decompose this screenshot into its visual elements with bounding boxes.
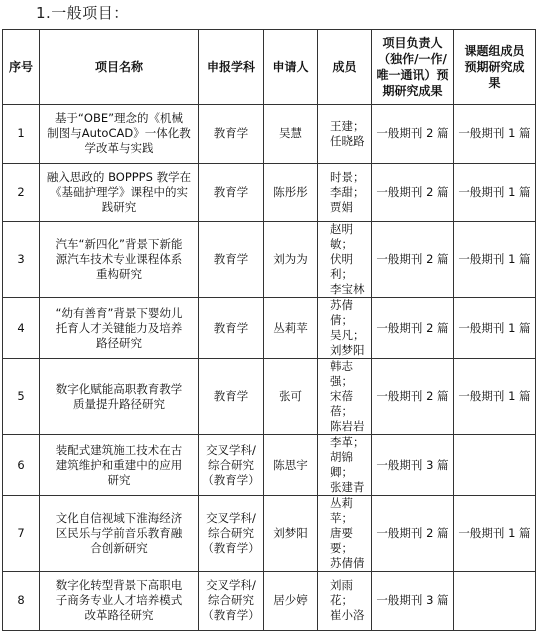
- header-project-name: 项目名称: [40, 30, 199, 105]
- cell-members: [318, 222, 372, 298]
- cell-discipline-text: 交叉学科/ 综合研究 （教育学）: [202, 578, 260, 623]
- cell-seq: [3, 435, 40, 496]
- cell-seq-text: 8: [17, 593, 25, 608]
- table-row: [3, 222, 536, 298]
- cell-member-output: [454, 105, 536, 164]
- header-member-output: 课题组成员 预期研究成 果: [454, 30, 536, 105]
- cell-project-name-text: “幼有善育”背景下婴幼儿 托育人才关键能力及培养 路径研究: [55, 305, 183, 350]
- cell-members-text: 刘雨花； 崔小洛: [330, 578, 365, 623]
- header-applicant: 申请人: [264, 30, 318, 105]
- cell-members-text: 时景； 李甜； 贾娟: [330, 169, 365, 214]
- cell-leader-output-text: 一般期刊 2 篇: [376, 126, 449, 141]
- cell-members-text: 韩志强； 宋蓓蓓； 陈岩岩: [330, 359, 365, 434]
- cell-applicant-text: 丛莉苹: [273, 320, 308, 335]
- cell-member-output: [454, 435, 536, 496]
- header-discipline: 申报学科: [199, 30, 264, 105]
- cell-discipline-text: 交叉学科/ 综合研究 （教育学）: [202, 442, 260, 487]
- cell-applicant: [264, 496, 318, 572]
- cell-member-output-text: 一般期刊 1 篇: [458, 389, 531, 404]
- cell-project-name: [40, 222, 199, 298]
- cell-members: [318, 298, 372, 359]
- cell-discipline-text: 教育学: [213, 320, 249, 335]
- cell-applicant-text: 居少婷: [273, 593, 308, 608]
- cell-leader-output-text: 一般期刊 2 篇: [376, 526, 449, 541]
- cell-members: [318, 163, 372, 222]
- cell-project-name-text: 文化自信视域下淮海经济 区民乐与学前音乐教育融 合创新研究: [55, 511, 183, 556]
- cell-leader-output: [372, 359, 454, 435]
- cell-member-output-text: 一般期刊 1 篇: [458, 184, 531, 199]
- cell-seq: [3, 496, 40, 572]
- cell-members: [318, 359, 372, 435]
- section-title: 1.一般项目：: [36, 4, 129, 22]
- cell-applicant: [264, 105, 318, 164]
- cell-applicant-text: 张可: [279, 389, 302, 404]
- cell-applicant: [264, 298, 318, 359]
- table-row: [3, 359, 536, 435]
- header-members: 成员: [318, 30, 372, 105]
- table-row: [3, 435, 536, 496]
- cell-member-output: [454, 496, 536, 572]
- cell-member-output-text: 一般期刊 1 篇: [458, 126, 531, 141]
- cell-project-name: [40, 435, 199, 496]
- cell-applicant: [264, 163, 318, 222]
- cell-seq-text: 6: [17, 457, 25, 472]
- cell-member-output: [454, 359, 536, 435]
- cell-applicant-text: 刘梦阳: [273, 526, 308, 541]
- cell-members: [318, 435, 372, 496]
- cell-project-name-text: 装配式建筑施工技术在古 建筑维护和重建中的应用 研究: [55, 442, 183, 487]
- cell-seq-text: 7: [17, 526, 25, 541]
- cell-discipline-text: 教育学: [213, 184, 249, 199]
- cell-members-text: 李革； 胡锦卿； 张建青: [330, 435, 365, 495]
- cell-applicant: [264, 359, 318, 435]
- cell-leader-output: [372, 572, 454, 631]
- table-header-row: [3, 30, 536, 105]
- cell-leader-output: [372, 435, 454, 496]
- cell-member-output: [454, 163, 536, 222]
- cell-applicant-text: 吴慧: [279, 126, 302, 141]
- cell-leader-output-text: 一般期刊 2 篇: [376, 389, 449, 404]
- cell-discipline: [199, 222, 264, 298]
- cell-member-output: [454, 572, 536, 631]
- cell-discipline: [199, 105, 264, 164]
- cell-applicant-text: 陈彤彤: [273, 184, 308, 199]
- cell-applicant-text: 陈思宇: [273, 457, 308, 472]
- cell-project-name: [40, 359, 199, 435]
- cell-project-name: [40, 105, 199, 164]
- cell-project-name: [40, 572, 199, 631]
- cell-project-name: [40, 163, 199, 222]
- cell-members-text: 丛莉苹； 唐要要； 苏倩倩: [330, 496, 365, 571]
- cell-leader-output: [372, 163, 454, 222]
- table-row: [3, 572, 536, 631]
- table-row: [3, 163, 536, 222]
- cell-discipline-text: 教育学: [213, 252, 249, 267]
- cell-project-name-text: 数字化转型背景下高职电 子商务专业人才培养模式 改革路径研究: [55, 578, 183, 623]
- cell-seq-text: 4: [17, 320, 25, 335]
- cell-members-text: 王建； 任晓路: [330, 118, 365, 148]
- table-row: [3, 105, 536, 164]
- cell-seq: [3, 222, 40, 298]
- cell-seq: [3, 163, 40, 222]
- cell-applicant-text: 刘为为: [273, 252, 308, 267]
- cell-applicant: [264, 222, 318, 298]
- cell-discipline: [199, 359, 264, 435]
- cell-project-name-text: 汽车“新四化”背景下新能 源汽车技术专业课程体系 重构研究: [55, 237, 183, 282]
- header-seq: 序号: [3, 30, 40, 105]
- cell-leader-output: [372, 222, 454, 298]
- cell-discipline: [199, 435, 264, 496]
- cell-member-output-text: 一般期刊 1 篇: [458, 252, 531, 267]
- cell-discipline-text: 交叉学科/ 综合研究 （教育学）: [202, 511, 260, 556]
- cell-members: [318, 105, 372, 164]
- cell-discipline: [199, 163, 264, 222]
- cell-project-name-text: 基于“OBE”理念的《机械 制图与AutoCAD》一体化教 学改革与实践: [47, 111, 191, 156]
- cell-project-name-text: 数字化赋能高职教育教学 质量提升路径研究: [55, 381, 183, 411]
- cell-members: [318, 572, 372, 631]
- cell-leader-output: [372, 298, 454, 359]
- cell-leader-output: [372, 496, 454, 572]
- cell-leader-output: [372, 105, 454, 164]
- cell-seq-text: 2: [17, 184, 25, 199]
- general-projects-table: [2, 29, 536, 631]
- cell-discipline: [199, 572, 264, 631]
- cell-seq: [3, 359, 40, 435]
- cell-members-text: 赵明敏； 伏明利； 李宝林: [330, 222, 365, 297]
- cell-leader-output-text: 一般期刊 2 篇: [376, 252, 449, 267]
- cell-discipline: [199, 298, 264, 359]
- cell-seq-text: 3: [17, 252, 25, 267]
- cell-member-output: [454, 298, 536, 359]
- cell-applicant: [264, 572, 318, 631]
- cell-discipline-text: 教育学: [213, 126, 249, 141]
- cell-leader-output-text: 一般期刊 3 篇: [376, 593, 449, 608]
- cell-project-name-text: 融入思政的 BOPPPS 教学在 《基础护理学》课程中的实 践研究: [46, 169, 192, 214]
- cell-seq: [3, 572, 40, 631]
- cell-project-name: [40, 298, 199, 359]
- cell-discipline-text: 教育学: [213, 389, 249, 404]
- cell-members-text: 苏倩倩； 吴凡； 刘梦阳: [330, 298, 365, 358]
- cell-leader-output-text: 一般期刊 2 篇: [376, 320, 449, 335]
- cell-member-output-text: 一般期刊 1 篇: [458, 526, 531, 541]
- cell-seq-text: 5: [17, 389, 25, 404]
- table-row: [3, 496, 536, 572]
- table-row: [3, 298, 536, 359]
- cell-seq: [3, 298, 40, 359]
- cell-applicant: [264, 435, 318, 496]
- cell-leader-output-text: 一般期刊 3 篇: [376, 457, 449, 472]
- cell-member-output: [454, 222, 536, 298]
- cell-members: [318, 496, 372, 572]
- cell-member-output-text: 一般期刊 1 篇: [458, 320, 531, 335]
- cell-seq-text: 1: [17, 126, 25, 141]
- header-leader-output: 项目负责人 （独作/一作/ 唯一通讯）预 期研究成果: [372, 30, 454, 105]
- cell-project-name: [40, 496, 199, 572]
- cell-leader-output-text: 一般期刊 2 篇: [376, 184, 449, 199]
- cell-seq: [3, 105, 40, 164]
- cell-discipline: [199, 496, 264, 572]
